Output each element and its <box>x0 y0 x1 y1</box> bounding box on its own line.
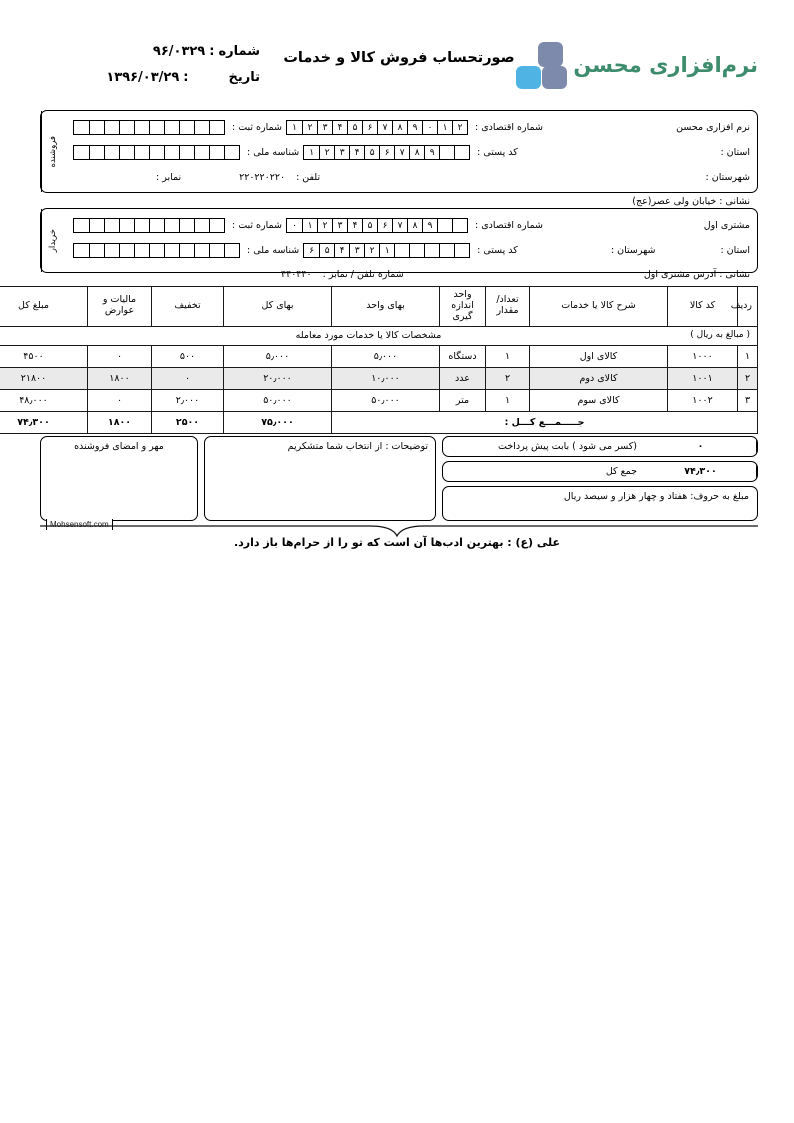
row-code: ۱۰۰۱ <box>668 367 738 389</box>
seller-phone-value: ۲۲۰۲۲۰۲۲۰ <box>239 172 286 183</box>
seller-register-no-field: شماره ثبت : <box>69 120 282 135</box>
buyer-row-3 <box>69 263 750 285</box>
colon-2: : <box>183 70 189 85</box>
col-header-code: کد کالا <box>668 287 738 327</box>
buyer-national-id-cell-7[interactable] <box>119 244 134 257</box>
buyer-row-2 <box>69 238 750 263</box>
row-unit: متر <box>440 389 486 411</box>
seller-postal-code-cell-7[interactable]: ۴ <box>349 146 364 159</box>
col-header-unit: واحد اندازه گیری <box>440 287 486 327</box>
seller-signature-label: مهر و امضای فروشنده <box>74 441 164 452</box>
seller-national-id-cell-2[interactable] <box>194 146 209 159</box>
buyer-postal-code-cell-4[interactable] <box>394 244 409 257</box>
amount-in-words-box <box>442 486 758 521</box>
seller-national-id-label: شناسه ملی <box>253 147 300 158</box>
buyer-register-no-field: شماره ثبت : <box>69 218 282 233</box>
seller-postal-code-label: کد پستی <box>483 147 518 158</box>
row-qty: ۱ <box>486 389 530 411</box>
seller-national-id-cell-5[interactable] <box>149 146 164 159</box>
seller-national-id-cell-10[interactable] <box>74 146 89 159</box>
buyer-economic-code-cell-0[interactable] <box>452 219 467 232</box>
seller-postal-code-digits[interactable] <box>303 145 470 160</box>
items-sum-row <box>0 411 758 433</box>
seller-register-no-cell-6[interactable] <box>119 121 134 134</box>
buyer-national-id-cell-8[interactable] <box>104 244 119 257</box>
seller-fax-field: نمابر : <box>156 172 182 183</box>
buyer-economic-code-cell-8[interactable]: ۳ <box>332 219 347 232</box>
invoice-date-label: تاریخ <box>228 70 260 85</box>
seller-economic-code-cell-2[interactable]: ۰ <box>422 121 437 134</box>
buyer-economic-code-cell-10[interactable]: ۱ <box>302 219 317 232</box>
seller-register-no-cell-9[interactable] <box>74 121 89 134</box>
sum-total-price: ۷۵٫۰۰۰ <box>224 411 332 433</box>
row-unit: عدد <box>440 367 486 389</box>
buyer-national-id-cell-4[interactable] <box>164 244 179 257</box>
buyer-body <box>63 209 757 280</box>
row-tax: ۰ <box>88 389 152 411</box>
seller-postal-code-cell-2[interactable]: ۹ <box>424 146 439 159</box>
grand-total-label: جمع کل <box>605 466 637 477</box>
items-table-head <box>0 287 758 327</box>
seller-national-id-cell-0[interactable] <box>224 146 239 159</box>
grand-total-row <box>442 461 758 482</box>
amount-in-words-label: مبلغ به حروف: هفتاد و چهار هزار و سیصد ریال <box>563 491 749 502</box>
seller-economic-code-cell-5[interactable]: ۷ <box>377 121 392 134</box>
seller-register-no-cell-0[interactable] <box>209 121 224 134</box>
items-table-foot <box>0 411 758 433</box>
seller-national-id-cell-1[interactable] <box>209 146 224 159</box>
seller-postal-code-field: کد پستی : ۹ ۸ ۷ ۶ ۵ ۴ ۳ ۲ ۱ <box>299 145 518 160</box>
seller-economic-code-cell-4[interactable]: ۸ <box>392 121 407 134</box>
buyer-economic-code-field: شماره اقتصادی : ۹ ۸ ۷ ۶ ۵ ۴ ۳ ۲ ۱ ۰ <box>282 218 543 233</box>
seller-national-id-cell-9[interactable] <box>89 146 104 159</box>
buyer-register-no-cell-6[interactable] <box>119 219 134 232</box>
prepayment-row <box>442 436 758 457</box>
row-radif: ۲ <box>738 367 758 389</box>
prepayment-value: ۰ <box>645 437 757 456</box>
buyer-city-label: شهرستان <box>617 245 656 256</box>
seller-postal-code-cell-9[interactable]: ۲ <box>319 146 334 159</box>
page-header <box>40 34 758 98</box>
buyer-economic-code-cell-7[interactable]: ۴ <box>347 219 362 232</box>
seller-fax-label: نمابر <box>162 172 182 183</box>
row-grand: ۴۵۰۰ <box>0 345 88 367</box>
brand-logo-text: نرم‌افزارى محسن <box>573 52 758 77</box>
buyer-national-id-cell-1[interactable] <box>209 244 224 257</box>
row-grand: ۴۸٫۰۰۰ <box>0 389 88 411</box>
buyer-tab-label: خریدار <box>41 209 63 272</box>
buyer-city-field: شهرستان : <box>610 245 656 256</box>
buyer-register-no-label: شماره ثبت <box>238 220 282 231</box>
row-tax: ۱۸۰۰ <box>88 367 152 389</box>
buyer-register-no-cell-3[interactable] <box>164 219 179 232</box>
seller-national-id-field: شناسه ملی : <box>69 145 299 160</box>
buyer-economic-code-cell-6[interactable]: ۵ <box>362 219 377 232</box>
buyer-section <box>40 208 758 280</box>
row-tax: ۰ <box>88 345 152 367</box>
currency-note: ( مبالغ به ریال ) <box>690 330 750 341</box>
footer-quote: علی (ع) : بهترین ادب‌ها آن است که تو را از حرام‌ها باز دارد. <box>233 536 561 549</box>
seller-economic-code-cell-7[interactable]: ۵ <box>347 121 362 134</box>
sum-label: جـــــمـــع کـــل : <box>332 411 758 433</box>
buyer-postal-code-cell-10[interactable]: ۶ <box>309 245 315 256</box>
buyer-economic-code-cell-11[interactable]: ۰ <box>292 220 297 231</box>
seller-economic-code-digits[interactable] <box>286 120 468 135</box>
buyer-national-id-cell-2[interactable] <box>194 244 209 257</box>
row-total-price: ۲۰٫۰۰۰ <box>224 367 332 389</box>
buyer-postal-code-cell-9[interactable]: ۵ <box>319 244 334 257</box>
row-desc: کالای سوم <box>530 389 668 411</box>
buyer-postal-code-cell-0[interactable] <box>454 244 469 257</box>
items-table-body <box>0 345 758 411</box>
seller-economic-code-cell-1[interactable]: ۱ <box>437 121 452 134</box>
seller-address-field: نشانی : خیابان ولی عصر(عج) <box>632 195 750 207</box>
row-total-price: ۵٫۰۰۰ <box>224 345 332 367</box>
seller-row-2 <box>69 140 750 165</box>
seller-national-id-cell-7[interactable] <box>119 146 134 159</box>
buyer-national-id-cell-6[interactable] <box>134 244 149 257</box>
buyer-national-id-cell-10[interactable] <box>74 244 89 257</box>
seller-tab-label: فروشنده <box>41 111 63 192</box>
seller-register-no-cell-1[interactable] <box>194 121 209 134</box>
seller-economic-code-cell-3[interactable]: ۹ <box>407 121 422 134</box>
col-header-desc: شرح کالا یا خدمات <box>530 287 668 327</box>
invoice-date-line <box>40 70 260 85</box>
seller-national-id-cell-3[interactable] <box>179 146 194 159</box>
buyer-national-id-cell-5[interactable] <box>149 244 164 257</box>
seller-register-no-cell-5[interactable] <box>134 121 149 134</box>
seller-city-label: شهرستان <box>711 172 750 183</box>
seller-economic-code-cell-9[interactable]: ۳ <box>317 121 332 134</box>
row-discount: ۵۰۰ <box>152 345 224 367</box>
seller-body <box>63 111 757 207</box>
seller-national-id-cell-6[interactable] <box>134 146 149 159</box>
seller-national-id-cell-8[interactable] <box>104 146 119 159</box>
seller-economic-code-cell-6[interactable]: ۶ <box>362 121 377 134</box>
table-row[interactable] <box>0 389 758 411</box>
buyer-register-no-cell-1[interactable] <box>194 219 209 232</box>
row-discount: ۲٫۰۰۰ <box>152 389 224 411</box>
seller-national-id-digits[interactable] <box>73 145 240 160</box>
seller-postal-code-cell-8[interactable]: ۳ <box>334 146 349 159</box>
col-header-tax: مالیات و عوارض <box>88 287 152 327</box>
seller-postal-code-cell-4[interactable]: ۷ <box>394 146 409 159</box>
seller-province-label: استان <box>726 147 750 158</box>
buyer-register-no-digits[interactable] <box>73 218 225 233</box>
buyer-register-no-cell-5[interactable] <box>134 219 149 232</box>
buyer-address-label: نشانی <box>725 268 750 280</box>
buyer-province-field: استان : <box>720 245 750 256</box>
buyer-postal-code-field: کد پستی : ۱ ۲ ۳ ۴ ۵ ۶ <box>299 243 518 258</box>
row-qty: ۱ <box>486 345 530 367</box>
seller-economic-code-cell-11[interactable]: ۱ <box>292 122 297 133</box>
page-title: صورتحساب فروش کالا و خدمات <box>283 50 515 66</box>
row-radif: ۱ <box>738 345 758 367</box>
buyer-postal-code-cell-1[interactable] <box>439 244 454 257</box>
buyer-row-1 <box>69 213 750 238</box>
invoice-number-value: ۹۶/۰۳۲۹ <box>152 44 206 59</box>
seller-row-3 <box>69 165 750 190</box>
row-desc: کالای دوم <box>530 367 668 389</box>
table-row[interactable] <box>0 345 758 367</box>
row-unit-price: ۵۰٫۰۰۰ <box>332 389 440 411</box>
notes-label: توضیحات : از انتخاب شما متشکریم <box>287 441 428 452</box>
seller-address-value: خیابان ولی عصر(عج) <box>632 195 717 207</box>
row-desc: کالای اول <box>530 345 668 367</box>
items-table-caption-row <box>0 326 758 345</box>
buyer-postal-code-cell-2[interactable] <box>424 244 439 257</box>
seller-postal-code-cell-3[interactable]: ۸ <box>409 146 424 159</box>
col-header-discount: تخفیف <box>152 287 224 327</box>
col-header-unit-price: بهای واحد <box>332 287 440 327</box>
buyer-national-id-label: شناسه ملی <box>253 245 300 256</box>
seller-economic-code-cell-8[interactable]: ۴ <box>332 121 347 134</box>
items-table <box>0 286 758 434</box>
seller-register-no-digits[interactable] <box>73 120 225 135</box>
seller-province-field: استان : <box>720 147 750 158</box>
seller-register-no-cell-4[interactable] <box>149 121 164 134</box>
seller-row-1 <box>69 115 750 140</box>
seller-national-id-cell-4[interactable] <box>164 146 179 159</box>
seller-economic-code-label: شماره اقتصادی <box>481 122 543 133</box>
buyer-register-no-cell-0[interactable] <box>209 219 224 232</box>
buyer-national-id-cell-0[interactable] <box>224 244 239 257</box>
buyer-contact-label: شماره تلفن / نمابر <box>328 268 404 280</box>
colon-1: : <box>209 44 215 59</box>
buyer-postal-code-cell-8[interactable]: ۴ <box>334 244 349 257</box>
buyer-economic-code-digits[interactable] <box>286 218 468 233</box>
bottom-section <box>40 436 758 521</box>
items-header-row <box>0 287 758 327</box>
buyer-national-id-cell-9[interactable] <box>89 244 104 257</box>
row-unit-price: ۵٫۰۰۰ <box>332 345 440 367</box>
prepayment-label: (کسر می شود ) بابت پیش پرداخت <box>498 441 637 452</box>
invoice-number-line <box>40 44 260 59</box>
buyer-register-no-cell-9[interactable] <box>74 219 89 232</box>
items-table-caption-text: مشخصات کالا یا خدمات مورد معامله <box>295 330 442 342</box>
buyer-register-no-cell-8[interactable] <box>89 219 104 232</box>
buyer-register-no-cell-2[interactable] <box>179 219 194 232</box>
items-table-wrapper <box>17 286 758 434</box>
seller-register-no-cell-8[interactable] <box>89 121 104 134</box>
row-qty: ۲ <box>486 367 530 389</box>
row-grand: ۲۱۸۰۰ <box>0 367 88 389</box>
document-meta <box>40 44 260 96</box>
seller-register-no-cell-7[interactable] <box>104 121 119 134</box>
seller-postal-code-cell-0[interactable] <box>454 146 469 159</box>
site-watermark: Mohsensoft.com <box>46 519 113 530</box>
buyer-economic-code-cell-4[interactable]: ۷ <box>392 219 407 232</box>
seller-signature-box <box>40 436 198 521</box>
buyer-national-id-field: شناسه ملی : <box>69 243 299 258</box>
brand-logo <box>522 36 758 96</box>
buyer-economic-code-cell-2[interactable]: ۹ <box>422 219 437 232</box>
invoice-number-label: شماره <box>218 44 260 59</box>
buyer-national-id-cell-3[interactable] <box>179 244 194 257</box>
invoice-date-value: ۱۳۹۶/۰۳/۲۹ <box>106 70 180 85</box>
buyer-register-no-cell-4[interactable] <box>149 219 164 232</box>
row-code: ۱۰۰۲ <box>668 389 738 411</box>
sum-discount: ۲۵۰۰ <box>152 411 224 433</box>
seller-postal-code-cell-5[interactable]: ۶ <box>379 146 394 159</box>
items-table-caption-cell <box>0 326 758 345</box>
col-header-total-price: بهای کل <box>224 287 332 327</box>
sum-grand: ۷۴٫۳۰۰ <box>0 411 88 433</box>
buyer-economic-code-cell-9[interactable]: ۲ <box>317 219 332 232</box>
row-total-price: ۵۰٫۰۰۰ <box>224 389 332 411</box>
buyer-province-label: استان <box>726 245 750 256</box>
buyer-postal-code-cell-5[interactable]: ۱ <box>379 244 394 257</box>
grand-total-value: ۷۴٫۳۰۰ <box>645 462 757 481</box>
seller-register-no-cell-3[interactable] <box>164 121 179 134</box>
seller-postal-code-cell-1[interactable] <box>439 146 454 159</box>
buyer-address-field: نشانی : آدرس مشتری اول <box>643 268 750 280</box>
buyer-postal-code-label: کد پستی <box>483 245 518 256</box>
col-header-grand: مبلغ کل <box>0 287 88 327</box>
row-radif: ۳ <box>738 389 758 411</box>
totals-column <box>442 436 758 521</box>
sum-tax: ۱۸۰۰ <box>88 411 152 433</box>
buyer-register-no-cell-7[interactable] <box>104 219 119 232</box>
buyer-economic-code-cell-5[interactable]: ۶ <box>377 219 392 232</box>
buyer-national-id-digits[interactable] <box>73 243 240 258</box>
notes-box <box>204 436 436 521</box>
seller-name-field <box>676 122 750 133</box>
seller-postal-code-cell-10[interactable]: ۱ <box>309 147 315 158</box>
col-header-qty: تعداد/ مقدار <box>486 287 530 327</box>
seller-register-no-label: شماره ثبت <box>238 122 282 133</box>
seller-phone-field: تلفن : ۲۲۰۲۲۰۲۲۰ <box>239 172 321 183</box>
buyer-name-value: مشتری اول <box>703 220 750 231</box>
row-discount: ۰ <box>152 367 224 389</box>
seller-register-no-cell-2[interactable] <box>179 121 194 134</box>
seller-address-label: نشانی <box>725 195 750 207</box>
row-unit-price: ۱۰٫۰۰۰ <box>332 367 440 389</box>
buyer-economic-code-label: شماره اقتصادی <box>481 220 543 231</box>
seller-name-value: نرم افزاری محسن <box>676 122 750 133</box>
row-code: ۱۰۰۰ <box>668 345 738 367</box>
buyer-name-field <box>704 220 750 231</box>
seller-economic-code-field: شماره اقتصادی : ۲ ۱ ۰ ۹ ۸ ۷ ۶ ۵ ۴ ۳ ۲ ۱ <box>282 120 543 135</box>
seller-economic-code-cell-0[interactable]: ۲ <box>452 121 467 134</box>
row-unit: دستگاه <box>440 345 486 367</box>
buyer-postal-code-cell-3[interactable] <box>409 244 424 257</box>
seller-city-field: شهرستان : <box>705 172 750 183</box>
seller-section <box>40 110 758 207</box>
seller-phone-label: تلفن <box>302 172 321 183</box>
seller-postal-code-cell-6[interactable]: ۵ <box>364 146 379 159</box>
buyer-postal-code-cell-7[interactable]: ۳ <box>349 244 364 257</box>
buyer-address-value: آدرس مشتری اول <box>643 268 717 280</box>
buyer-postal-code-cell-6[interactable]: ۲ <box>364 244 379 257</box>
table-row[interactable] <box>0 367 758 389</box>
buyer-postal-code-digits[interactable] <box>303 243 470 258</box>
buyer-contact-field: شماره تلفن / نمابر : ۴۴۰۴۴۰ <box>281 268 404 280</box>
buyer-economic-code-cell-1[interactable] <box>437 219 452 232</box>
buyer-economic-code-cell-3[interactable]: ۸ <box>407 219 422 232</box>
col-header-radif: ردیف <box>738 287 758 327</box>
buyer-contact-value: ۴۴۰۴۴۰ <box>281 268 312 280</box>
seller-economic-code-cell-10[interactable]: ۲ <box>302 121 317 134</box>
